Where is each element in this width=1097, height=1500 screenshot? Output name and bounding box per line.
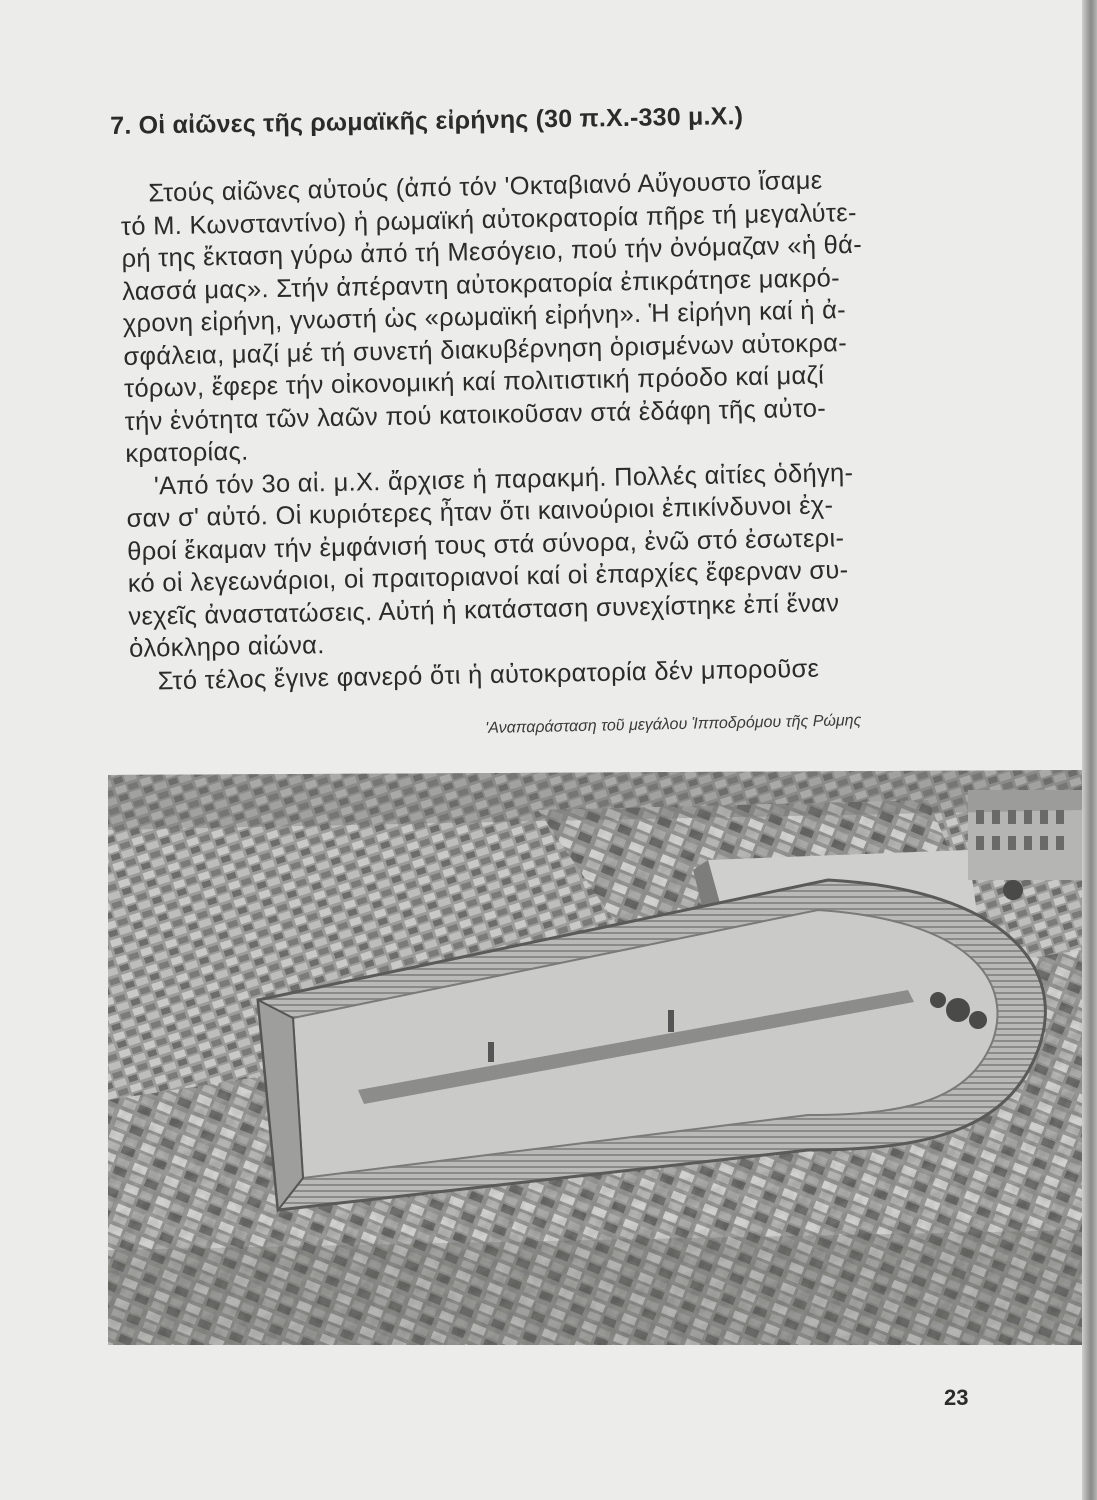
figure-caption: 'Αναπαράσταση τοῦ μεγάλου Ἱπποδρόμου τῆς Ρώμης	[485, 712, 862, 737]
circus-maximus-photo	[108, 770, 1082, 1345]
body-line: ρή της ἔκταση γύρω ἀπό τή Μεσόγειο, πού τήν ὀνόμαζαν «ἡ θά-	[121, 230, 863, 273]
body-line: ὁλόκληρο αἰώνα.	[128, 631, 325, 663]
body-text	[120, 162, 970, 698]
body-line: 'Από τόν 3ο αἰ. μ.Χ. ἄρχισε ἡ παρακμή. Πολλές αἰτίες ὁδήγη-	[153, 458, 854, 500]
page-number: 23	[944, 1385, 969, 1410]
body-line: θροί ἔκαμαν τήν ἐμφάνισή τους στά σύνορα, ἐνῶ στό ἐσωτερι-	[126, 523, 845, 566]
book-spine-shadow	[1082, 0, 1097, 1500]
body-line: σαν σ' αὐτό. Οἱ κυριότερες ἦταν ὅτι καινούριοι ἐπικίνδυνοι ἐχ-	[126, 491, 834, 533]
body-line: τόρων, ἔφερε τήν οἰκονομική καί πολιτιστική πρόοδο καί μαζί	[123, 361, 825, 403]
body-line: τήν ἑνότητα τῶν λαῶν πού κατοικοῦσαν στά ἐδάφη τῆς αὐτο-	[124, 393, 827, 436]
body-line: νεχεῖς ἀναστατώσεις. Αὐτή ἡ κατάσταση συνεχίστηκε ἐπί ἕναν	[128, 588, 840, 631]
body-line: σφάλεια, μαζί μέ τή συνετή διακυβέρνηση ὁρισμένων αὐτοκρα-	[123, 328, 848, 371]
body-line: κό οἱ λεγεωνάριοι, οἱ πραιτοριανοί καί οἱ ἐπαρχίες ἔφερναν συ-	[127, 556, 849, 598]
body-line: Στούς αἰῶνες αὐτούς (ἀπό τόν 'Οκταβιανό Αὔγουστο ἴσαμε	[148, 166, 823, 208]
photo-icon	[108, 770, 1082, 1345]
body-line: λασσά μας». Στήν ἀπέραντη αὐτοκρατορία ἐπικράτησε μακρό-	[121, 263, 841, 306]
body-line: κρατορίας.	[125, 437, 249, 468]
body-line: χρονη εἰρήνη, γνωστή ὡς «ρωμαϊκή εἰρήνη». Ἡ εἰρήνη καί ἡ ἀ-	[122, 296, 847, 338]
body-line: τό Μ. Κωνσταντίνο) ἡ ρωμαϊκή αὐτοκρατορία πῆρε τή μεγαλύτε-	[120, 198, 857, 241]
body-line: Στό τέλος ἔγινε φανερό ὅτι ἡ αὐτοκρατορία δέν μποροῦσε	[157, 654, 820, 695]
section-heading: 7. Οἱ αἰῶνες τῆς ρωμαϊκῆς εἰρήνης (30 π.Χ.-330 μ.Χ.)	[110, 102, 744, 140]
